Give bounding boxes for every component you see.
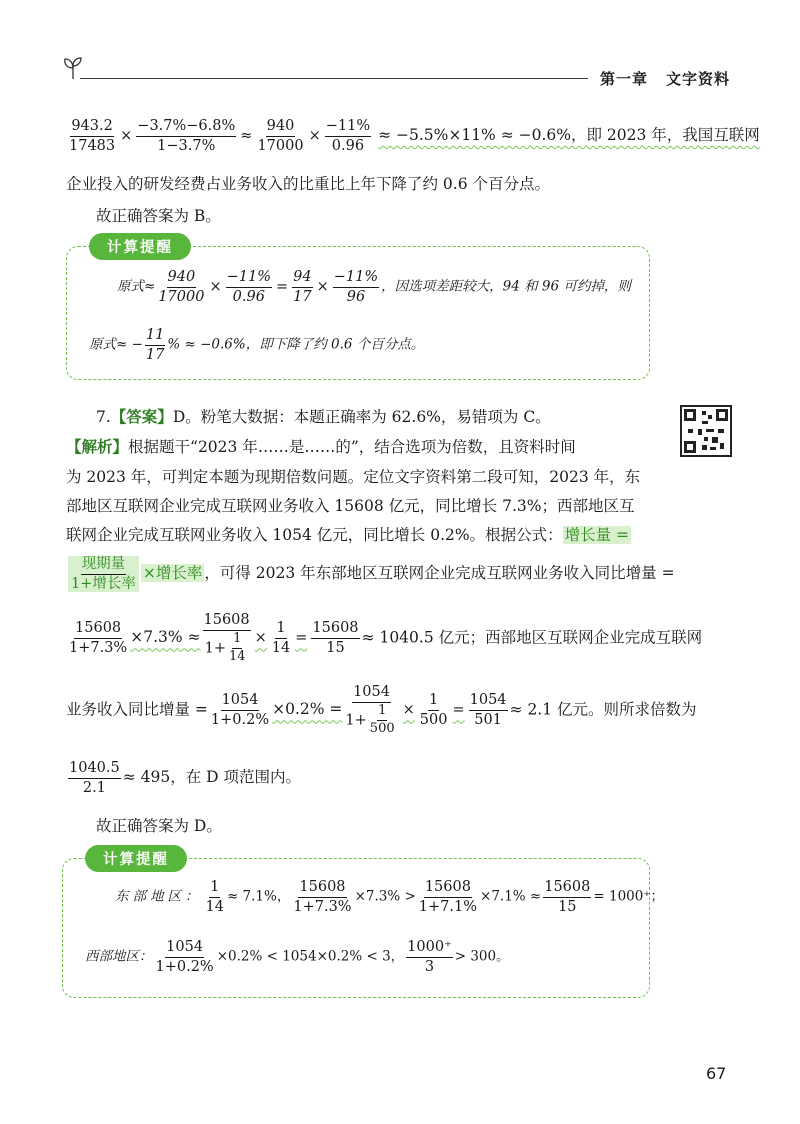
q7-analysis-line-1: 【解析】根据题干“2023 年……是……的”，结合选项为倍数，且资料时间 bbox=[66, 437, 576, 456]
calc-line-2: 企业投入的研发经费占业务收入的比重比上年下降了约 0.6 个百分点。 bbox=[66, 175, 551, 193]
tip1-line-2: 原式≈ − $\frac{11}{17}$ % ≈ −0.6%，即下降了约 0.6 个百分点。 bbox=[89, 327, 425, 363]
tip1-line-1: 原式≈ $\frac{940}{17000}$ × $\frac{-11\%}{0.96}$ = $\frac{94}{17}$ × $\frac{-11\%}{96}$ ，因选项差距较大，94 和 96 可约掉，则 bbox=[117, 269, 631, 305]
q7-formula-line: $\frac{\text{现期量}}{\text{1+增长率}}$ ×增长率 ，可得 2023 年东部地区互联网企业完成互联网业务收入同比增量 = bbox=[66, 556, 675, 592]
chapter-number: 第一章 bbox=[600, 70, 649, 88]
fraction: $\frac{940}{17000}$ bbox=[257, 118, 304, 154]
q7-analysis-line-2: 为 2023 年，可判定本题为现期倍数问题。定位文字资料第二段可知，2023 年，东 bbox=[66, 468, 641, 486]
q7-east-calc: $\frac{15608}{1+7.3\%}$ ×7.3% ≈ 15608 1+ $\frac{1}{14}$ × $\frac{1}{14}$ = $\frac{15608}{15}$ ≈ 1040.5 亿元；西部地区互联网企业完成互联网 bbox=[69, 612, 703, 664]
fraction: $\frac{-3.7\%-6.8\%}{1-3.7\%}$ bbox=[137, 118, 236, 154]
header-rule bbox=[80, 78, 588, 79]
calc-result: ≈ −5.5%×11% ≈ −0.6%，即 2023 年，我国互联网 bbox=[378, 126, 760, 145]
leaf-icon bbox=[62, 56, 84, 80]
q7-answer-line: 7.【答案】D。粉笔大数据：本题正确率为 62.6%，易错项为 C。 bbox=[96, 407, 551, 426]
answer-d: 故正确答案为 D。 bbox=[96, 817, 222, 835]
q7-west-calc: 业务收入同比增量 = $\frac{1054}{1+0.2\%}$ ×0.2% = 1054 1+ $\frac{1}{500}$ × $\frac{1}{500}$ = $\frac{1054}{501}$ ≈ 2.1 亿元。则所求倍数为 bbox=[66, 684, 697, 736]
calc-tip-tag: 计算提醒 bbox=[85, 845, 187, 872]
answer-b: 故正确答案为 B。 bbox=[96, 207, 221, 225]
q7-ratio: $\frac{1040.5}{2.1}$ ≈ 495，在 D 项范围内。 bbox=[69, 760, 302, 796]
page-number: 67 bbox=[706, 1064, 727, 1083]
chapter-header bbox=[600, 68, 730, 89]
tip2-west-line: 西部地区： $\frac{1054}{1+0.2\%}$ ×0.2% < 1054×0.2% < 3， $\frac{1000^+}{3}$ > 300。 bbox=[85, 939, 510, 975]
calc-tip-tag: 计算提醒 bbox=[89, 233, 191, 260]
answer-label: 【答案】 bbox=[110, 407, 173, 426]
tip2-east-line: 东部地区： $\frac{1}{14}$ ≈ 7.1%， $\frac{15608}{1+7.3\%}$ ×7.3% > $\frac{15608}{1+7.1\%}$ ×7.1% ≈ $\frac{15608}{15}$ = 1000⁺； bbox=[115, 879, 664, 915]
calc-tip-box-2 bbox=[62, 852, 664, 998]
q7-analysis-line-3: 部地区互联网企业完成互联网业务收入 15608 亿元，同比增长 7.3%；西部地区互 bbox=[66, 497, 635, 515]
calc-tip-box-1 bbox=[66, 240, 650, 380]
fraction: $\frac{943.2}{17483}$ bbox=[69, 118, 116, 154]
formula-highlight: 增长量 = bbox=[564, 526, 630, 544]
q7-analysis-line-4: 联网企业完成互联网业务收入 1054 亿元，同比增长 0.2%。根据公式： 增长量 = bbox=[66, 526, 630, 544]
chapter-title: 文字资料 bbox=[666, 70, 731, 88]
qr-code-icon[interactable] bbox=[680, 405, 732, 457]
calc-line-1: $\frac{943.2}{17483}$ × $\frac{-3.7\%-6.8\%}{1-3.7\%}$ ≈ $\frac{940}{17000}$ × $\frac{-11\%}{0.96}$ ≈ −5.5%×11% ≈ −0.6%，即 2023 年，我国互联网 bbox=[69, 118, 760, 154]
fraction: $\frac{-11\%}{0.96}$ bbox=[325, 118, 371, 154]
analysis-label: 【解析】 bbox=[66, 437, 129, 456]
formula-fraction: $\frac{\text{现期量}}{\text{1+增长率}}$ bbox=[68, 556, 139, 592]
